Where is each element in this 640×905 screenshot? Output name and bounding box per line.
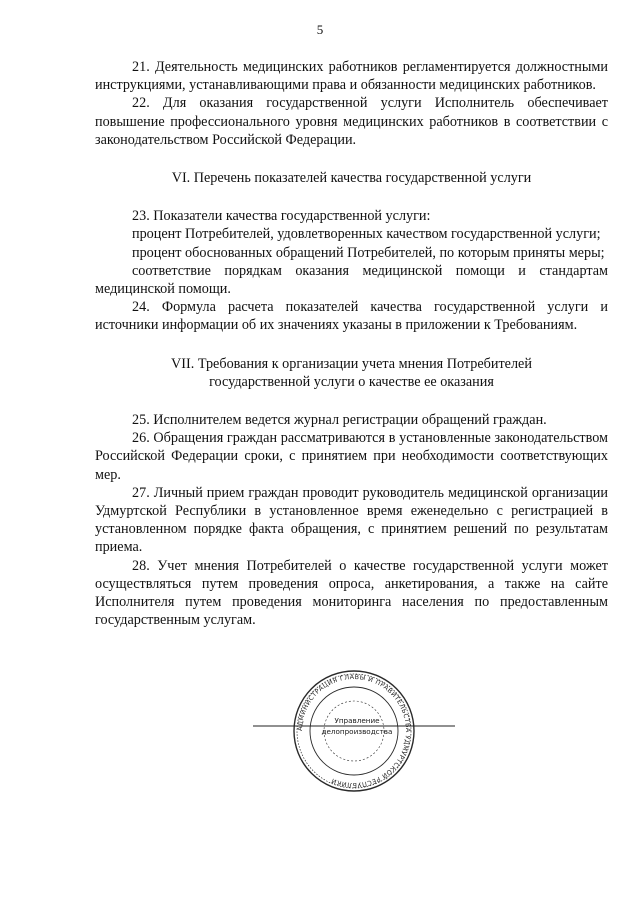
paragraph-22: 22. Для оказания государственной услуги Исполнитель обеспечивает повышение профессионального уровня медицинских работников в соответствии с законодательством Российской Федерации.: [95, 95, 608, 148]
paragraph-23: 23. Показатели качества государственной услуги:: [132, 208, 431, 225]
stamp-inner-line-1: Управление: [334, 716, 380, 725]
paragraph-26: 26. Обращения граждан рассматриваются в установленные законодательством Российской Федерации сроки, с принятием при необходимости соответствующих мер.: [95, 430, 608, 483]
paragraph-24: 24. Формула расчета показателей качества государственной услуги и источники информации об их значениях указаны в приложении к Требованиям.: [95, 299, 608, 334]
paragraph-28: 28. Учет мнения Потребителей о качестве государственной услуги может осуществляться путем проведения опроса, анкетирования, а также на сайте Исполнителя путем проведения мониторинга населения по предоставленным государственным услугам.: [95, 557, 608, 629]
stamp-ring-text: АДМИНИСТРАЦИЯ ГЛАВЫ И ПРАВИТЕЛЬСТВА УДМУРТСКОЙ РЕСПУБЛИКИ: [295, 672, 413, 790]
section-7-heading-line-2: государственной услуги о качестве ее оказания: [209, 373, 494, 390]
section-7-heading-line-1: VII. Требования к организации учета мнения Потребителей: [171, 355, 532, 372]
paragraph-25: 25. Исполнителем ведется журнал регистрации обращений граждан.: [132, 412, 547, 429]
indicator-2: процент обоснованных обращений Потребителей, по которым приняты меры;: [132, 244, 605, 261]
document-body: [95, 58, 608, 629]
indicator-1: процент Потребителей, удовлетворенных качеством государственной услуги;: [132, 226, 601, 243]
page-number: 5: [316, 22, 324, 37]
section-6-heading: VI. Перечень показателей качества государственной услуги: [171, 170, 532, 187]
paragraph-21: 21. Деятельность медицинских работников регламентируется должностными инструкциями, устанавливающими права и обязанности медицинских работников.: [95, 59, 608, 94]
official-stamp: [253, 668, 455, 793]
paragraph-27: 27. Личный прием граждан проводит руководитель медицинской организации Удмуртской Республики в установленное время еженедельно с регистрацией в установленном порядке факта обращения, с принятием решений по результатам приема.: [95, 484, 608, 556]
indicator-3: соответствие порядкам оказания медицинской помощи и стандартам медицинской помощи.: [95, 262, 608, 298]
stamp-inner-line-2: делопроизводства: [321, 727, 393, 736]
stamp-seal-icon: [253, 668, 455, 793]
